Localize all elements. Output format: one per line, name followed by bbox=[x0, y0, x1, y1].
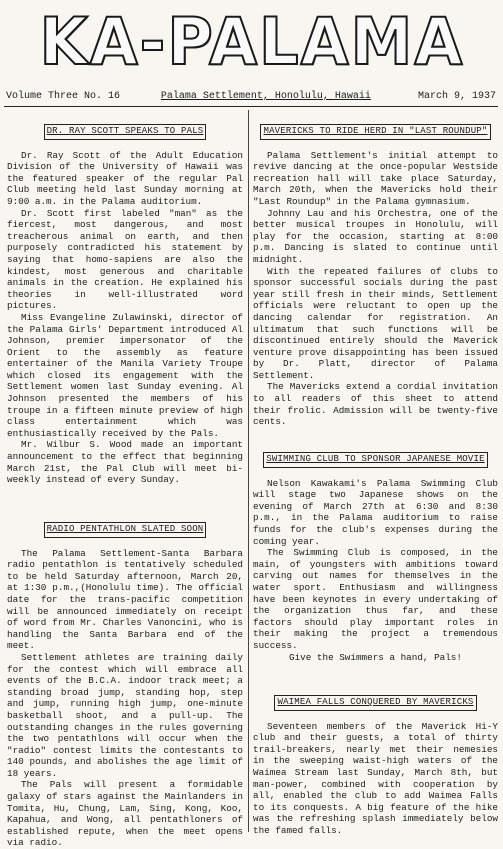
article-paragraph: Nelson Kawakami's Palama Swimming Club will stage two Japanese shows on the evening of March 27th at 6:30 and 8:30 p.m., in the Palama auditorium to raise funds for the club's expenses during the coming year. bbox=[253, 477, 498, 547]
article-paragraph: Mr. Wilbur S. Wood made an important announcement to the effect that beginning March 21st, the Pal Club will meet bi-weekly instead of every Sunday. bbox=[7, 439, 243, 486]
column-divider bbox=[248, 110, 249, 832]
article-paragraph: The Pals will present a formidable galaxy of stars against the Mainlanders in Tomita, Hu, Chung, Lam, Sing, Kong, Koo, Kapahua, and Wong, all pentathloners of established repute, when the meet opens via radio. bbox=[7, 779, 243, 849]
issue-info-line bbox=[6, 91, 496, 102]
publisher-line: Palama Settlement, Honolulu, Hawaii bbox=[160, 91, 371, 102]
header-rule bbox=[4, 106, 498, 107]
article-headline: SWIMMING CLUB TO SPONSOR JAPANESE MOVIE bbox=[263, 452, 487, 468]
newspaper-title: KA-PALAMA bbox=[39, 3, 465, 80]
article-paragraph: Palama Settlement's initial attempt to revive dancing at the once-popular Westside recreation hall will take place Saturday, March 20th, when the Mavericks hold their "Last Roundup" in the Palama gymnasium. bbox=[253, 149, 498, 207]
article-mavericks-roundup bbox=[253, 124, 498, 428]
masthead bbox=[12, 3, 492, 80]
article-headline: DR. RAY SCOTT SPEAKS TO PALS bbox=[44, 124, 207, 140]
article-waimea bbox=[253, 695, 498, 837]
article-headline: RADIO PENTATHLON SLATED SOON bbox=[44, 522, 207, 538]
article-paragraph: Dr. Ray Scott of the Adult Education Division of the University of Hawaii was the featured speaker of the regular Pal Club meeting held last Sunday morning at 9:00 a.m. in the Palama auditorium. bbox=[7, 149, 243, 207]
issue-volume: Volume Three No. 16 bbox=[6, 91, 121, 102]
article-paragraph: The Palama Settlement-Santa Barbara radio pentathlon is tentatively scheduled to be held Saturday afternoon, March 20, at 1:30 p.m.,(Honolulu time). The official date for the trans-pacific competition will be announced immediately on receipt of word from Mr. Charles Vanoncini, who is handling the Santa Barbara end of the meet. bbox=[7, 547, 243, 652]
article-paragraph: Settlement athletes are training daily for the contest which will embrace all events of the B.C.A. indoor track meet; a standing broad jump, standing hop, step and jump, running high jump, one-minute basketball shoot, and a pull-up. The outstanding changes in the rules governing the two pentathlons will occur when the "radio" contest limits the contestants to 140 pounds, and abolishes the age limit of 18 years. bbox=[7, 651, 243, 779]
article-paragraph: Johnny Lau and his Orchestra, one of the better musical troupes in Honolulu, will play for the occasion, starting at 8:00 p.m. Dancing is slated to continue until midnight. bbox=[253, 207, 498, 265]
article-swimming bbox=[253, 452, 498, 663]
article-headline: WAIMEA FALLS CONQUERED BY MAVERICKS bbox=[274, 695, 476, 711]
issue-date: March 9, 1937 bbox=[417, 91, 496, 102]
article-paragraph: Seventeen members of the Maverick Hi-Y club and their guests, a total of thirty trail-breakers, nearly met their nemesies in the sweeping waist-high waters of the Waimea Stream last Sunday, March 8th, but man-power, combined with cooperation by all, enabled the club to add Waimea Falls to its conquests. A big feature of the hike was the refreshing splash immediately below the famed falls. bbox=[253, 720, 498, 836]
article-pentathlon bbox=[7, 522, 243, 849]
article-paragraph: Dr. Scott first labeled "man" as the fiercest, most dangerous, and most treacherous animal on earth, and then purposely contradicted his statement by saying that homo-sapiens are also the kindest, most generous and charitable animals in the creation. He explained his theories in well-illustrated word pictures. bbox=[7, 207, 243, 312]
article-closing-line: Give the Swimmers a hand, Pals! bbox=[289, 651, 462, 663]
article-paragraph: With the repeated failures of clubs to sponsor successful socials during the past year still fresh in their minds, Settlement officials were reluctant to open up the dancing calendar for registration. An ultimatum that such functions will be discontinued entirely should the Maverick venture prove disappointing has been issued by Dr. Platt, director of Palama Settlement. bbox=[253, 265, 498, 381]
article-paragraph: The Swimming Club is composed, in the main, of youngsters with ambitions toward carving out names for themselves in the water sport. Enthusiasm and willingness have been keynotes in every undertaking of the organization thus far, and these factors should play important roles in their making the project a tremendous success. bbox=[253, 547, 498, 651]
article-scott bbox=[7, 124, 243, 486]
article-paragraph: The Mavericks extend a cordial invitation to all readers of this sheet to attend their frolic. Admission will be twenty-five cents. bbox=[253, 381, 498, 428]
article-paragraph: Miss Evangeline Zulawinski, director of the Palama Girls' Department introduced Al Johnson, premier impersonator of the Orient to the assembly as feature entertainer of the Manila Variety Troupe which closed its engagement with the Settlement women last Sunday evening. Al Johnson presented the members of his troupe in a fifteen minute preview of high class entertainment which was enthusiastically received by the Pals. bbox=[7, 311, 243, 439]
article-headline: MAVERICKS TO RIDE HERD IN "LAST ROUNDUP" bbox=[260, 124, 490, 140]
